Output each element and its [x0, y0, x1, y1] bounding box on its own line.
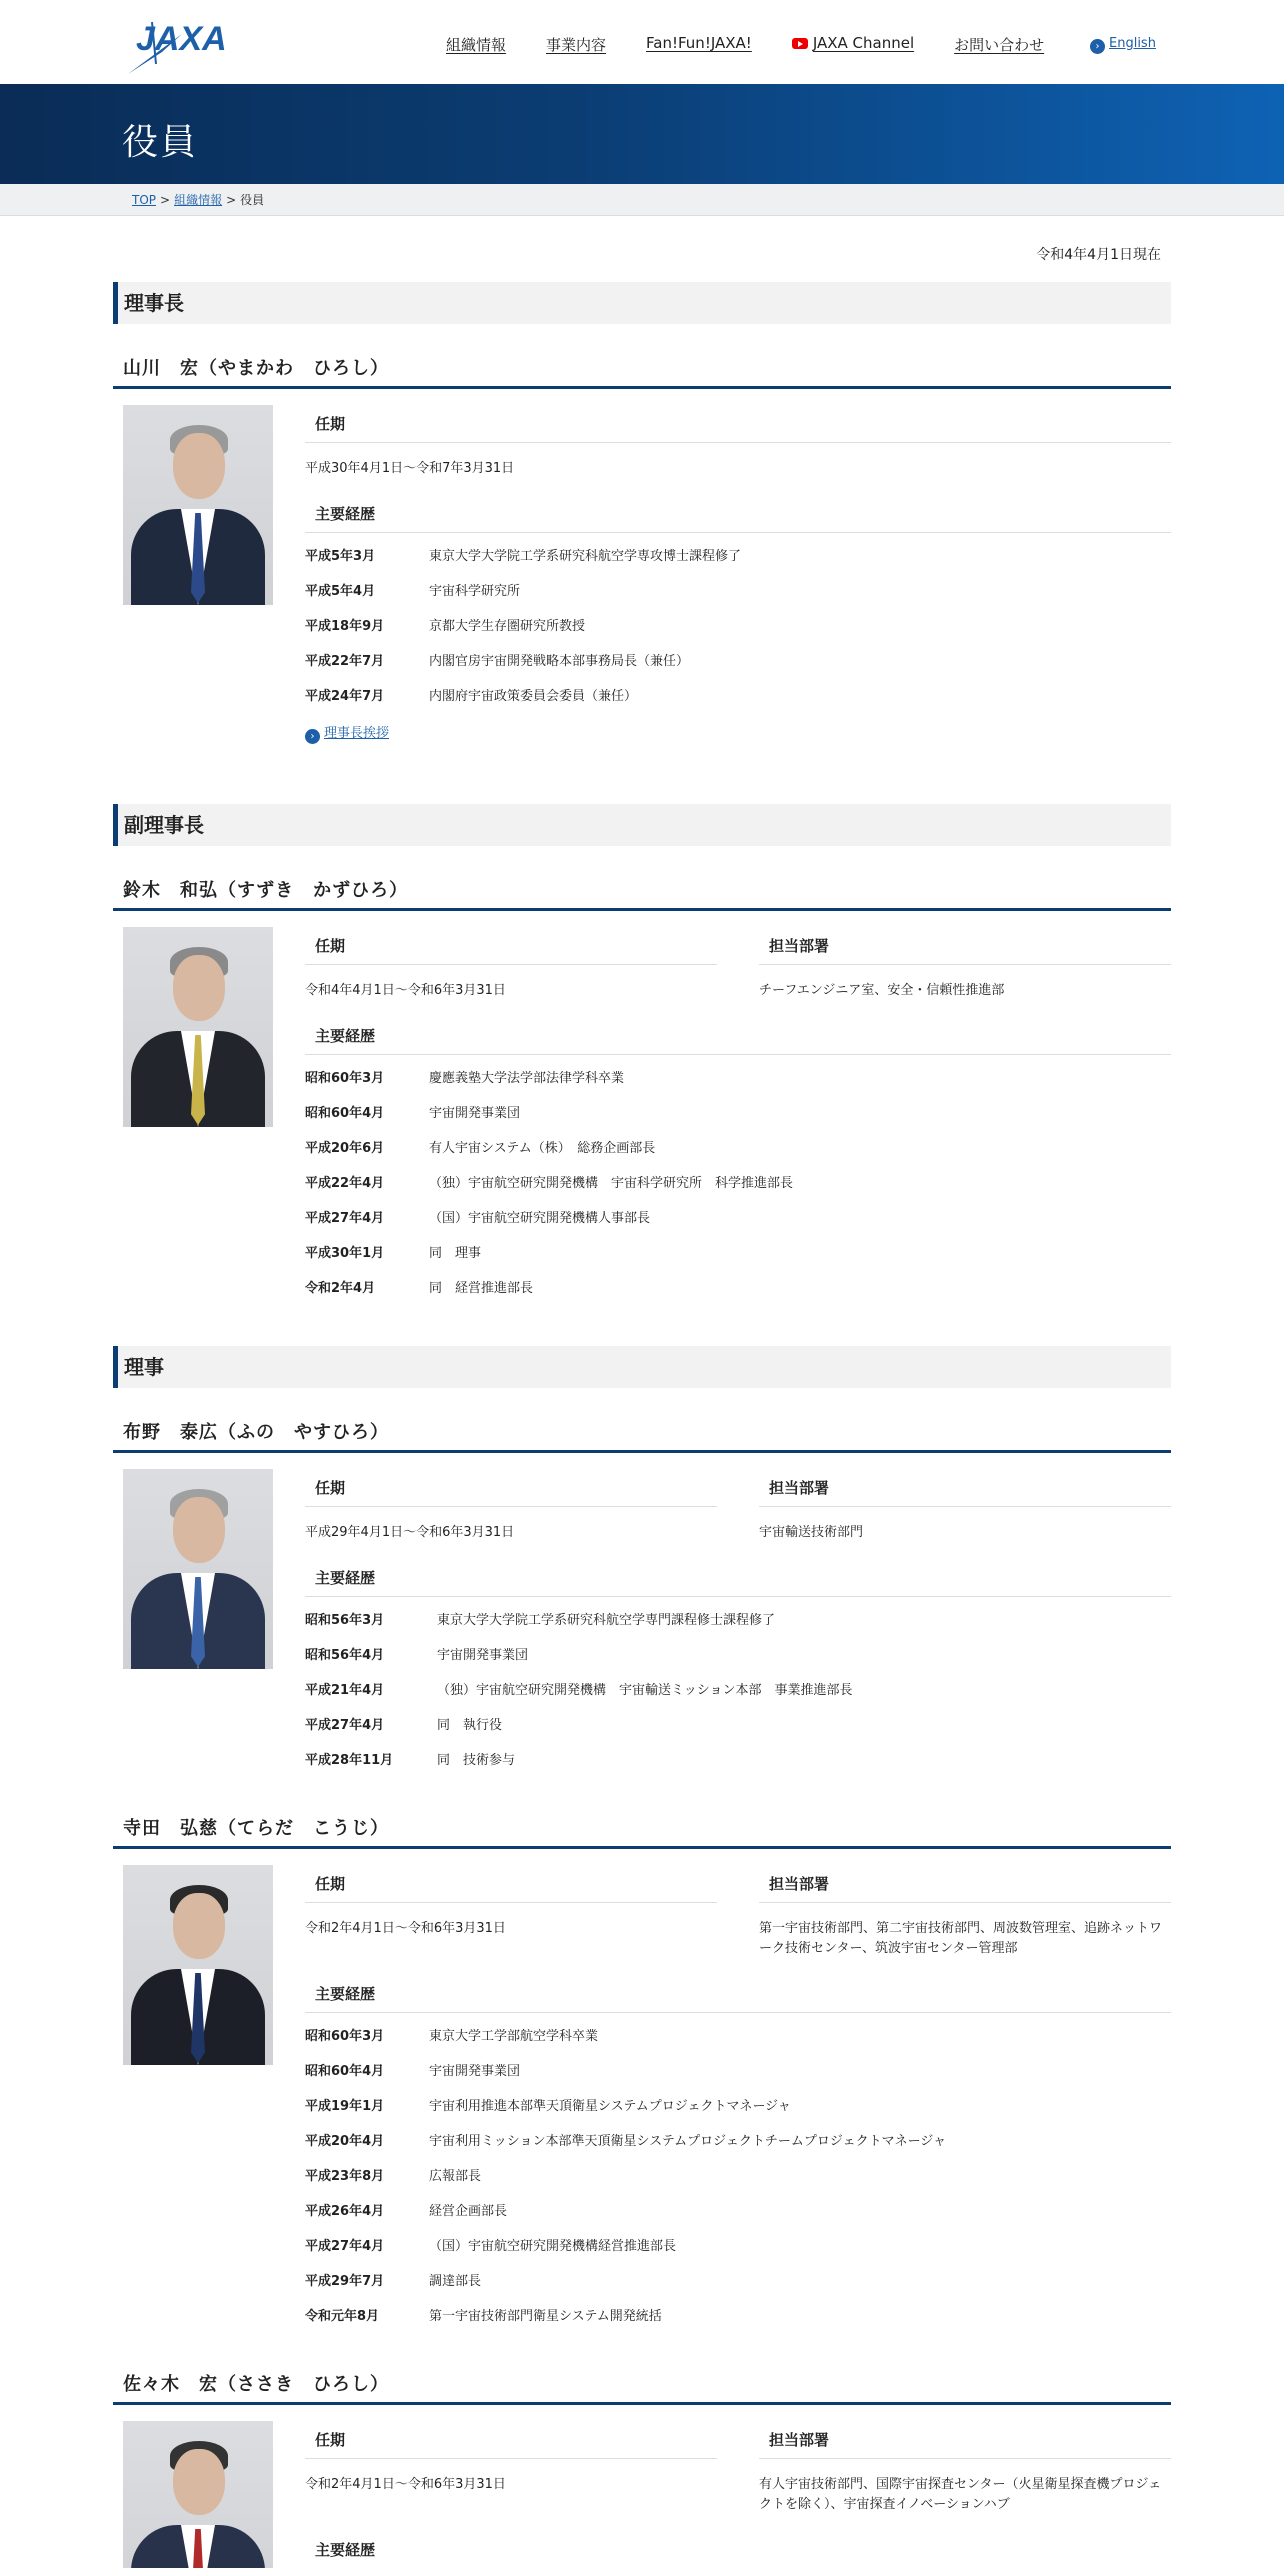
- person-card: [113, 876, 1171, 1312]
- term-heading: 任期: [305, 1865, 717, 1903]
- dept-heading: 担当部署: [759, 1865, 1171, 1903]
- portrait-photo: [123, 2421, 273, 2568]
- career-heading: 主要経歴: [305, 495, 1171, 533]
- career-list: [305, 545, 1171, 720]
- nav-channel-wrap: [792, 34, 914, 55]
- global-nav: [446, 34, 1044, 55]
- list-item: 平成28年11月 同 技術参与: [305, 1753, 516, 1768]
- career-heading: 主要経歴: [305, 1017, 1171, 1055]
- list-item: 令和元年8月 第一宇宙技術部門衛星システム開発統括: [305, 2309, 662, 2324]
- dept-value: チーフエンジニア室、安全・信頼性推進部: [759, 983, 1005, 998]
- language-switch: [1090, 36, 1156, 54]
- list-item: 平成5年3月 東京大学大学院工学系研究科航空学専攻博士課程修了: [305, 549, 742, 564]
- nav-organization[interactable]: 組織情報: [446, 36, 507, 54]
- career-list: [305, 1067, 1171, 1312]
- dept-value: 有人宇宙技術部門、国際宇宙探査センター（火星衛星探査機プロジェクトを除く）、宇宙探査イノベーションハブ: [759, 2477, 1162, 2512]
- term-value: 平成30年4月1日～令和7年3月31日: [305, 461, 515, 476]
- breadcrumb-top[interactable]: TOP: [132, 193, 157, 207]
- breadcrumb-sep: >: [226, 193, 237, 207]
- list-item: 令和2年4月 同 経営推進部長: [305, 1281, 534, 1296]
- list-item: 平成22年4月 （独）宇宙航空研究開発機構 宇宙科学研究所 科学推進部長: [305, 1176, 794, 1191]
- list-item: 平成22年7月 内閣官房宇宙開発戦略本部事務局長（兼任）: [305, 654, 690, 669]
- person-name: 佐々木 宏（ささき ひろし）: [113, 2370, 1171, 2405]
- person-name: 寺田 弘慈（てらだ こうじ）: [113, 1814, 1171, 1849]
- youtube-icon: [792, 38, 808, 49]
- person-card: [113, 2370, 1171, 2568]
- nav-channel[interactable]: JAXA Channel: [812, 34, 915, 52]
- term-heading: 任期: [305, 927, 717, 965]
- portrait-photo: [123, 927, 273, 1127]
- breadcrumb-org[interactable]: 組織情報: [174, 193, 223, 207]
- breadcrumb: [0, 184, 1284, 216]
- greeting-link[interactable]: 理事長挨拶: [324, 726, 390, 741]
- dept-heading: 担当部署: [759, 2421, 1171, 2459]
- career-list: [305, 2025, 1171, 2340]
- breadcrumb-sep: >: [160, 193, 171, 207]
- portrait-photo: [123, 1469, 273, 1669]
- section-vice-president: 副理事長: [113, 804, 1171, 846]
- term-heading: 任期: [305, 2421, 717, 2459]
- jaxa-logo[interactable]: [122, 12, 234, 78]
- list-item: 昭和60年3月 東京大学工学部航空学科卒業: [305, 2029, 599, 2044]
- dept-value: 第一宇宙技術部門、第二宇宙技術部門、周波数管理室、追跡ネットワーク技術センター、筑波宇宙センター管理部: [759, 1921, 1163, 1956]
- page-banner: [0, 84, 1284, 184]
- career-heading: 主要経歴: [305, 2531, 1171, 2568]
- list-item: 平成19年1月 宇宙利用推進本部準天頂衛星システムプロジェクトマネージャ: [305, 2099, 791, 2114]
- nav-business[interactable]: 事業内容: [546, 36, 607, 54]
- term-value: 平成29年4月1日～令和6年3月31日: [305, 1525, 515, 1540]
- list-item: 平成20年4月 宇宙利用ミッション本部準天頂衛星システムプロジェクトチームプロジェクトマネージャ: [305, 2134, 947, 2149]
- nav-fanfun[interactable]: Fan!Fun!JAXA!: [646, 34, 752, 52]
- list-item: 平成23年8月 広報部長: [305, 2169, 482, 2184]
- list-item: 平成29年7月 調達部長: [305, 2274, 482, 2289]
- dept-value: 宇宙輸送技術部門: [759, 1525, 864, 1540]
- list-item: 昭和60年4月 宇宙開発事業団: [305, 1106, 521, 1121]
- term-value: 令和2年4月1日～令和6年3月31日: [305, 1921, 506, 1936]
- career-heading: 主要経歴: [305, 1975, 1171, 2013]
- list-item: 昭和60年3月 慶應義塾大学法学部法律学科卒業: [305, 1071, 625, 1086]
- person-card: [113, 1814, 1171, 2340]
- list-item: 昭和60年4月 宇宙開発事業団: [305, 2064, 521, 2079]
- portrait-photo: [123, 405, 273, 605]
- list-item: 平成27年4月 （国）宇宙航空研究開発機構経営推進部長: [305, 2239, 677, 2254]
- person-name: 布野 泰広（ふの やすひろ）: [113, 1418, 1171, 1453]
- list-item: 平成21年4月 （独）宇宙航空研究開発機構 宇宙輸送ミッション本部 事業推進部長: [305, 1683, 853, 1698]
- person-name: 山川 宏（やまかわ ひろし）: [113, 354, 1171, 389]
- term-value: 令和2年4月1日～令和6年3月31日: [305, 2477, 506, 2492]
- dept-heading: 担当部署: [759, 1469, 1171, 1507]
- list-item: 平成20年6月 有人宇宙システム（株） 総務企画部長: [305, 1141, 656, 1156]
- term-heading: 任期: [305, 1469, 717, 1507]
- site-header: [0, 0, 1284, 84]
- person-name: 鈴木 和弘（すずき かずひろ）: [113, 876, 1171, 911]
- english-link[interactable]: English: [1109, 36, 1156, 51]
- dept-heading: 担当部署: [759, 927, 1171, 965]
- page-title: 役員: [122, 122, 199, 163]
- term-value: 令和4年4月1日～令和6年3月31日: [305, 983, 506, 998]
- list-item: 平成27年4月 同 執行役: [305, 1718, 503, 1733]
- list-item: 平成26年4月 経営企画部長: [305, 2204, 508, 2219]
- person-card: [113, 354, 1171, 744]
- list-item: 昭和56年4月 宇宙開発事業団: [305, 1648, 529, 1663]
- person-card: [113, 1418, 1171, 1784]
- career-list: [305, 1609, 1171, 1784]
- portrait-photo: [123, 1865, 273, 2065]
- list-item: 平成5年4月 宇宙科学研究所: [305, 584, 521, 599]
- chevron-right-icon: ›: [305, 729, 320, 744]
- nav-contact[interactable]: お問い合わせ: [954, 36, 1045, 54]
- list-item: 平成27年4月 （国）宇宙航空研究開発機構人事部長: [305, 1211, 651, 1226]
- as-of-date: 令和4年4月1日現在: [1036, 247, 1161, 263]
- main-content: [113, 216, 1171, 2568]
- section-directors: 理事: [113, 1346, 1171, 1388]
- list-item: 平成18年9月 京都大学生存圏研究所教授: [305, 619, 586, 634]
- list-item: 平成24年7月 内閣府宇宙政策委員会委員（兼任）: [305, 689, 638, 704]
- list-item: 平成30年1月 同 理事: [305, 1246, 482, 1261]
- section-president: 理事長: [113, 282, 1171, 324]
- career-heading: 主要経歴: [305, 1559, 1171, 1597]
- term-heading: 任期: [305, 405, 1171, 443]
- breadcrumb-current: 役員: [240, 193, 265, 207]
- greeting-link-wrap: [305, 722, 1171, 744]
- logo-text: JAXA: [136, 20, 227, 58]
- chevron-right-icon: ›: [1090, 39, 1105, 54]
- list-item: 昭和56年3月 東京大学大学院工学系研究科航空学専門課程修士課程修了: [305, 1613, 776, 1628]
